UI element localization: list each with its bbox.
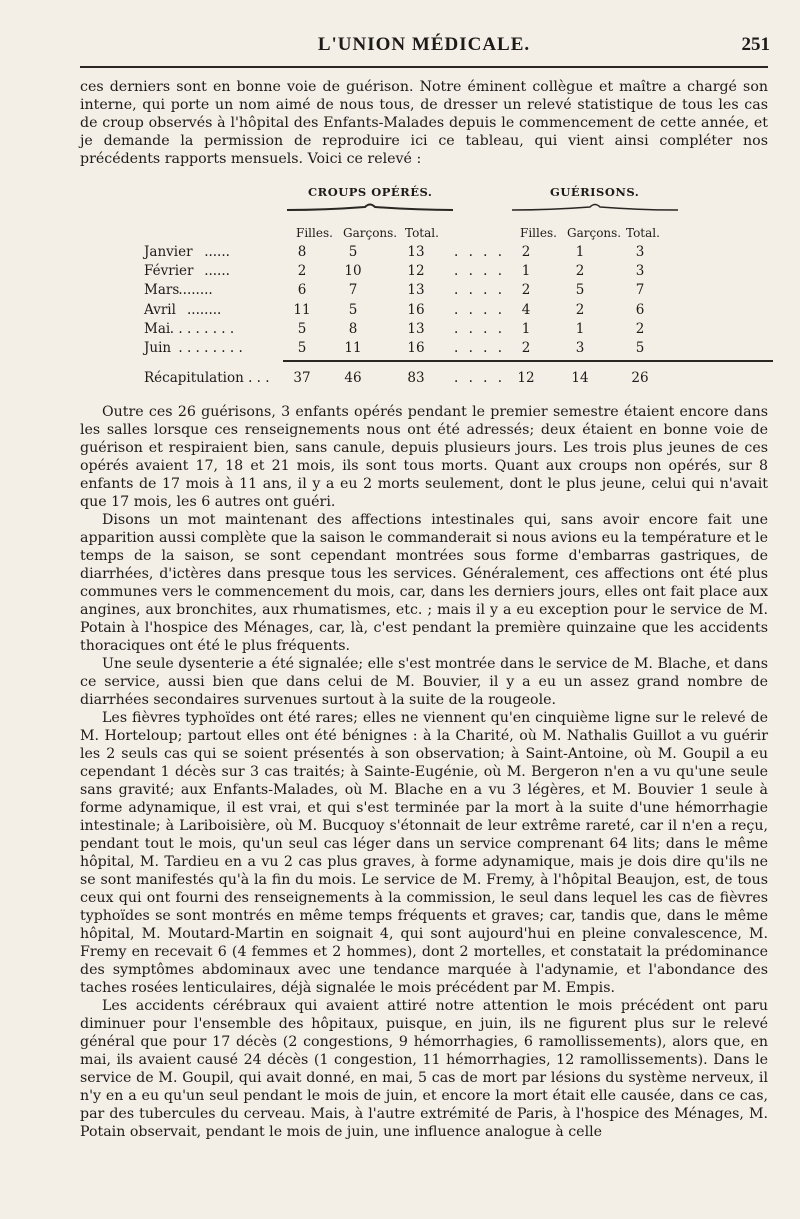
table-total-rule bbox=[283, 360, 773, 362]
cured-boys-cell: 2 bbox=[575, 301, 585, 318]
operated-boys-cell: 11 bbox=[344, 340, 362, 356]
cured-girls-cell: 2 bbox=[521, 282, 531, 299]
body-paragraph: Outre ces 26 guérisons, 3 enfants opérés pendant le premier semestre étaient encore dans les salles lorsque ces renseignements nous ont été adressés; deux étaient en bonne voie de guérison et respiraient bien, sans canule, depuis plusieurs jours. Les trois plus jeunes de ces opérés avaient 17, 18 et 21 mois, ils sont tous morts. Quant aux croups non opérés, sur 8 enfants de 17 mois à 11 ans, il y a eu 2 morts seulement, dont le plus jeune, celui qui n'avait que 17 mois, les 6 autres ont guéri. bbox=[80, 404, 768, 510]
month-label: Février bbox=[144, 263, 194, 280]
recap-row bbox=[80, 370, 768, 389]
cured-total-cell: 3 bbox=[635, 263, 645, 280]
operated-total-cell: 12 bbox=[407, 263, 425, 280]
row-separator: . . . . bbox=[454, 301, 506, 318]
recap-label: Récapitulation . . . bbox=[144, 370, 270, 386]
page-number: 251 bbox=[741, 34, 770, 55]
croup-statistics-table bbox=[80, 182, 768, 392]
table-row bbox=[80, 340, 768, 359]
operated-boys-cell: 7 bbox=[348, 282, 358, 299]
row-separator: . . . . bbox=[454, 340, 506, 356]
operated-total-cell: 13 bbox=[407, 320, 425, 337]
col-head-cured-total: Total. bbox=[626, 226, 660, 240]
cured-total-cell: 3 bbox=[635, 244, 645, 260]
col-head-operated-boys: Garçons. bbox=[343, 226, 398, 240]
leader-dots: ........ bbox=[187, 301, 222, 318]
cured-girls-cell: 1 bbox=[521, 263, 531, 280]
intro-block bbox=[80, 78, 768, 168]
table-row bbox=[80, 321, 768, 340]
recap-cured-girls: 12 bbox=[517, 370, 535, 386]
row-separator: . . . . bbox=[454, 263, 506, 280]
recap-cured-boys: 14 bbox=[571, 370, 589, 386]
brace-operated bbox=[285, 200, 455, 212]
group-title-operated: CROUPS OPÉRÉS. bbox=[308, 185, 433, 199]
recap-cured-total: 26 bbox=[631, 370, 649, 386]
col-head-cured-girls: Filles. bbox=[520, 226, 557, 240]
month-label: Avril bbox=[144, 301, 176, 318]
operated-total-cell: 16 bbox=[407, 301, 425, 318]
leader-dots: . . . . . . . . bbox=[169, 320, 235, 337]
brace-cured bbox=[510, 200, 680, 212]
cured-boys-cell: 1 bbox=[575, 244, 585, 260]
body-paragraphs bbox=[80, 403, 768, 1141]
operated-boys-cell: 5 bbox=[348, 244, 358, 260]
operated-boys-cell: 10 bbox=[344, 263, 362, 280]
leader-dots: . . . . . . . . bbox=[178, 340, 243, 356]
leader-dots: ...... bbox=[204, 263, 230, 280]
body-paragraph: Les fièvres typhoïdes ont été rares; elles ne viennent qu'en cinquième ligne sur le relevé de M. Horteloup; partout elles ont été bénignes : à la Charité, où M. Nathalis Guillot a vu guérir les 2 seuls cas qui se soient présentés à son observation; à Saint-Antoine, où M. Goupil a eu cependant 1 décès sur 3 cas traités; à Sainte-Eugénie, où M. Bergeron n'en a vu qu'une seule sans gravité; aux Enfants-Malades, où M. Blache en a vu 3 légères, et M. Bouvier 1 seule à forme adynamique, il est vrai, et qui s'est terminée par la mort à la suite d'une hémorrhagie intestinale; à Lariboisière, où M. Bucquoy s'étonnait de leur extrême rareté, car il n'en a reçu, pendant tout le mois, qu'un seul cas léger dans un service comprenant 64 lits; dans le même hôpital, M. Tardieu en a vu 2 cas plus graves, à forme adynamique, mais je dois dire qu'ils ne se sont manifestés qu'à la fin du mois. Le service de M. Fremy, à l'hôpital Beaujon, est, de tous ceux qui ont fourni des renseignements à la commission, le seul dans lequel les cas de fièvres typhoïdes se sont montrés en même temps fréquents et graves; car, tandis que, dans le même hôpital, M. Moutard-Martin en soignait 4, qui sont aujourd'hui en pleine convalescence, M. Fremy en recevait 6 (4 femmes et 2 hommes), dont 2 mortelles, et constatait la prédominance des symptômes abdominaux avec une tendance marquée à l'adynamie, et l'abondance des taches rosées lenticulaires, déjà signalée le mois précédent par M. Empis. bbox=[80, 710, 768, 996]
header-rule bbox=[80, 66, 768, 68]
cured-girls-cell: 2 bbox=[521, 244, 531, 260]
month-label: Janvier bbox=[144, 244, 193, 260]
leader-dots: ........ bbox=[178, 282, 213, 299]
cured-total-cell: 6 bbox=[635, 301, 645, 318]
month-label: Mars bbox=[144, 282, 180, 299]
leader-dots: ...... bbox=[204, 244, 230, 260]
running-title: L'UNION MÉDICALE. bbox=[317, 34, 531, 55]
cured-girls-cell: 2 bbox=[521, 340, 531, 356]
page-header bbox=[78, 34, 770, 62]
row-separator: . . . . bbox=[454, 244, 506, 260]
operated-girls-cell: 6 bbox=[297, 282, 307, 299]
month-label: Juin bbox=[144, 340, 172, 356]
cured-boys-cell: 5 bbox=[575, 282, 585, 299]
table-row bbox=[80, 263, 768, 282]
cured-boys-cell: 1 bbox=[575, 320, 585, 337]
operated-girls-cell: 5 bbox=[297, 320, 307, 337]
operated-total-cell: 16 bbox=[407, 340, 425, 356]
operated-girls-cell: 5 bbox=[297, 340, 307, 356]
cured-boys-cell: 2 bbox=[575, 263, 585, 280]
body-paragraph: Les accidents cérébraux qui avaient attiré notre attention le mois précédent ont paru diminuer pour l'ensemble des hôpitaux, puisque, en juin, ils ne figurent plus sur le relevé général que pour 17 décès (2 congestions, 9 hémorrhagies, 6 ramollissements), alors que, en mai, ils avaient causé 24 décès (1 congestion, 11 hémorrhagies, 12 ramollissements). Dans le service de M. Goupil, qui avait donné, en mai, 5 cas de mort par lésions du système nerveux, il n'y en a eu qu'un seul pendant le mois de juin, et encore la mort était elle causée, dans ce cas, par des tubercules du cerveau. Mais, à l'autre extrémité de Paris, à l'hospice des Ménages, M. Potain observait, pendant le mois de juin, une influence analogue à celle bbox=[80, 998, 768, 1140]
body-paragraph: Disons un mot maintenant des affections intestinales qui, sans avoir encore fait une apparition aussi complète que la saison le commanderait si nous avions eu la température et le temps de la saison, se sont cependant montrées sous forme d'embarras gastriques, de diarrhées, d'ictères dans presque tous les services. Généralement, ces affections ont été plus communes vers le commencement du mois, car, dans les derniers jours, elles ont fait place aux angines, aux bronchites, aux rhumatismes, etc. ; mais il y a eu exception pour le service de M. Potain à l'hospice des Ménages, car, là, c'est pendant la première quinzaine que les accidents thoraciques ont été le plus fréquents. bbox=[80, 512, 768, 654]
operated-boys-cell: 5 bbox=[348, 301, 358, 318]
row-separator: . . . . bbox=[454, 282, 506, 299]
row-separator: . . . . bbox=[454, 320, 506, 337]
cured-total-cell: 7 bbox=[635, 282, 645, 299]
col-head-cured-boys: Garçons. bbox=[567, 226, 622, 240]
col-head-operated-girls: Filles. bbox=[296, 226, 333, 240]
cured-total-cell: 5 bbox=[635, 340, 645, 356]
month-label: Mai bbox=[144, 320, 171, 337]
cured-girls-cell: 4 bbox=[521, 301, 531, 318]
operated-girls-cell: 2 bbox=[297, 263, 307, 280]
operated-total-cell: 13 bbox=[407, 282, 425, 299]
group-title-cured: GUÉRISONS. bbox=[550, 185, 640, 199]
recap-operated-boys: 46 bbox=[344, 370, 362, 386]
table-row bbox=[80, 302, 768, 321]
table-row bbox=[80, 282, 768, 301]
table-row bbox=[80, 244, 768, 263]
operated-girls-cell: 11 bbox=[293, 301, 311, 318]
operated-girls-cell: 8 bbox=[297, 244, 307, 260]
recap-operated-total: 83 bbox=[407, 370, 425, 386]
operated-boys-cell: 8 bbox=[348, 320, 358, 337]
cured-total-cell: 2 bbox=[635, 320, 645, 337]
cured-boys-cell: 3 bbox=[575, 340, 585, 356]
cured-girls-cell: 1 bbox=[521, 320, 531, 337]
operated-total-cell: 13 bbox=[407, 244, 425, 260]
col-head-operated-total: Total. bbox=[405, 226, 439, 240]
recap-separator: . . . . bbox=[454, 370, 506, 386]
recap-operated-girls: 37 bbox=[293, 370, 311, 386]
intro-paragraph: ces derniers sont en bonne voie de guérison. Notre éminent collègue et maître a chargé son interne, qui porte un nom aimé de nous tous, de dresser un relevé statistique de tous les cas de croup observés à l'hôpital des Enfants-Malades depuis le commencement de cette année, et je demande la permission de reproduire ici ce tableau, qui vient ainsi compléter nos précédents rapports mensuels. Voici ce relevé : bbox=[80, 79, 768, 167]
body-paragraph: Une seule dysenterie a été signalée; elle s'est montrée dans le service de M. Blache, et dans ce service, aussi bien que dans celui de M. Bouvier, il y a eu un assez grand nombre de diarrhées secondaires survenues surtout à la suite de la rougeole. bbox=[80, 656, 768, 708]
